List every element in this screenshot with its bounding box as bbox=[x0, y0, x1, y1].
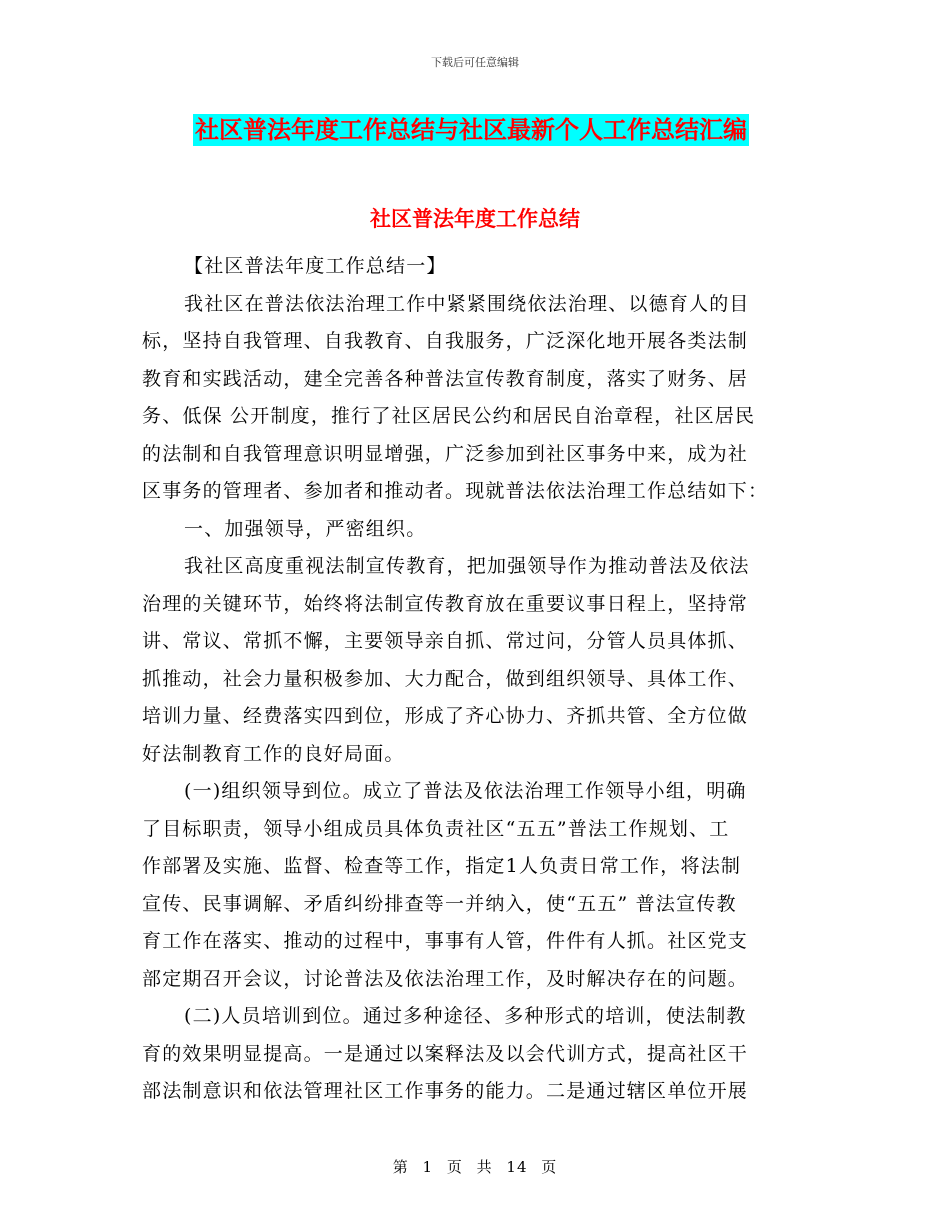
paragraph-line: 宣传、民事调解、矛盾纠纷排查等一并纳入，使“五五” 普法宣传教 bbox=[142, 892, 737, 915]
paragraph-line: 我社区在普法依法治理工作中紧紧围绕依法治理、以德育人的目 bbox=[184, 292, 750, 315]
paragraph-line: 我社区高度重视法制宣传教育，把加强领导作为推动普法及依法 bbox=[184, 555, 750, 577]
page-total: 14 bbox=[506, 1158, 528, 1176]
body-text bbox=[142, 248, 807, 1111]
paragraph-line: 务、低保 公开制度，推行了社区居民公约和居民自治章程，社区居民 bbox=[142, 405, 756, 427]
paragraph-line: (一)组织领导到位。成立了普法及依法治理工作领导小组，明确 bbox=[184, 780, 747, 802]
paragraph-line: (二)人员培训到位。通过多种途径、多种形式的培训，使法制教 bbox=[184, 1005, 747, 1027]
paragraph-line: 标，坚持自我管理、自我教育、自我服务，广泛深化地开展各类法制 bbox=[142, 330, 749, 352]
footer-label: 共 bbox=[476, 1158, 493, 1176]
paragraph-line: 部定期召开会议，讨论普法及依法治理工作，及时解决存在的问题。 bbox=[142, 967, 749, 990]
section-title: 社区普法年度工作总结 bbox=[370, 206, 580, 231]
paragraph-line: 部法制意识和依法管理社区工作事务的能力。二是通过辖区单位开展 bbox=[142, 1080, 749, 1102]
header-note: 下载后可任意编辑 bbox=[431, 56, 519, 69]
footer-label: 第 bbox=[392, 1158, 409, 1176]
paragraph-line: 教育和实践活动，建全完善各种普法宣传教育制度，落实了财务、居 bbox=[142, 367, 749, 390]
paragraph-line: 育工作在落实、推动的过程中，事事有人管，件件有人抓。社区党支 bbox=[142, 930, 749, 952]
paragraph-line: 培训力量、经费落实四到位，形成了齐心协力、齐抓共管、全方位做 bbox=[142, 705, 749, 727]
paragraph-line: 【社区普法年度工作总结一】 bbox=[184, 255, 447, 277]
paragraph-line: 了目标职责，领导小组成员具体负责社区“五五”普法工作规划、工 bbox=[142, 817, 730, 840]
footer-label: 页 bbox=[541, 1158, 558, 1176]
paragraph-line: 一、加强领导，严密组织。 bbox=[184, 517, 427, 540]
paragraph-line: 育的效果明显提高。一是通过以案释法及以会代训方式，提高社区干 bbox=[142, 1042, 749, 1065]
paragraph-line: 区事务的管理者、参加者和推动者。现就普法依法治理工作总结如下： bbox=[142, 480, 769, 502]
paragraph-line: 抓推动，社会力量积极参加、大力配合，做到组织领导、具体工作、 bbox=[142, 667, 749, 690]
paragraph-line: 好法制教育工作的良好局面。 bbox=[142, 742, 405, 765]
paragraph-line: 治理的关键环节，始终将法制宣传教育放在重要议事日程上，坚持常 bbox=[142, 592, 749, 615]
paragraph-line: 讲、常议、常抓不懈，主要领导亲自抓、常过问，分管人员具体抓、 bbox=[142, 630, 749, 652]
paragraph-line: 作部署及实施、监督、检查等工作，指定1人负责日常工作，将法制 bbox=[142, 855, 742, 877]
footer-label: 页 bbox=[446, 1158, 463, 1176]
page-number: 1 bbox=[422, 1158, 434, 1176]
paragraph-line: 的法制和自我管理意识明显增强，广泛参加到社区事务中来，成为社 bbox=[142, 442, 749, 465]
page-footer bbox=[0, 1156, 950, 1177]
main-title: 社区普法年度工作总结与社区最新个人工作总结汇编 bbox=[195, 115, 747, 144]
